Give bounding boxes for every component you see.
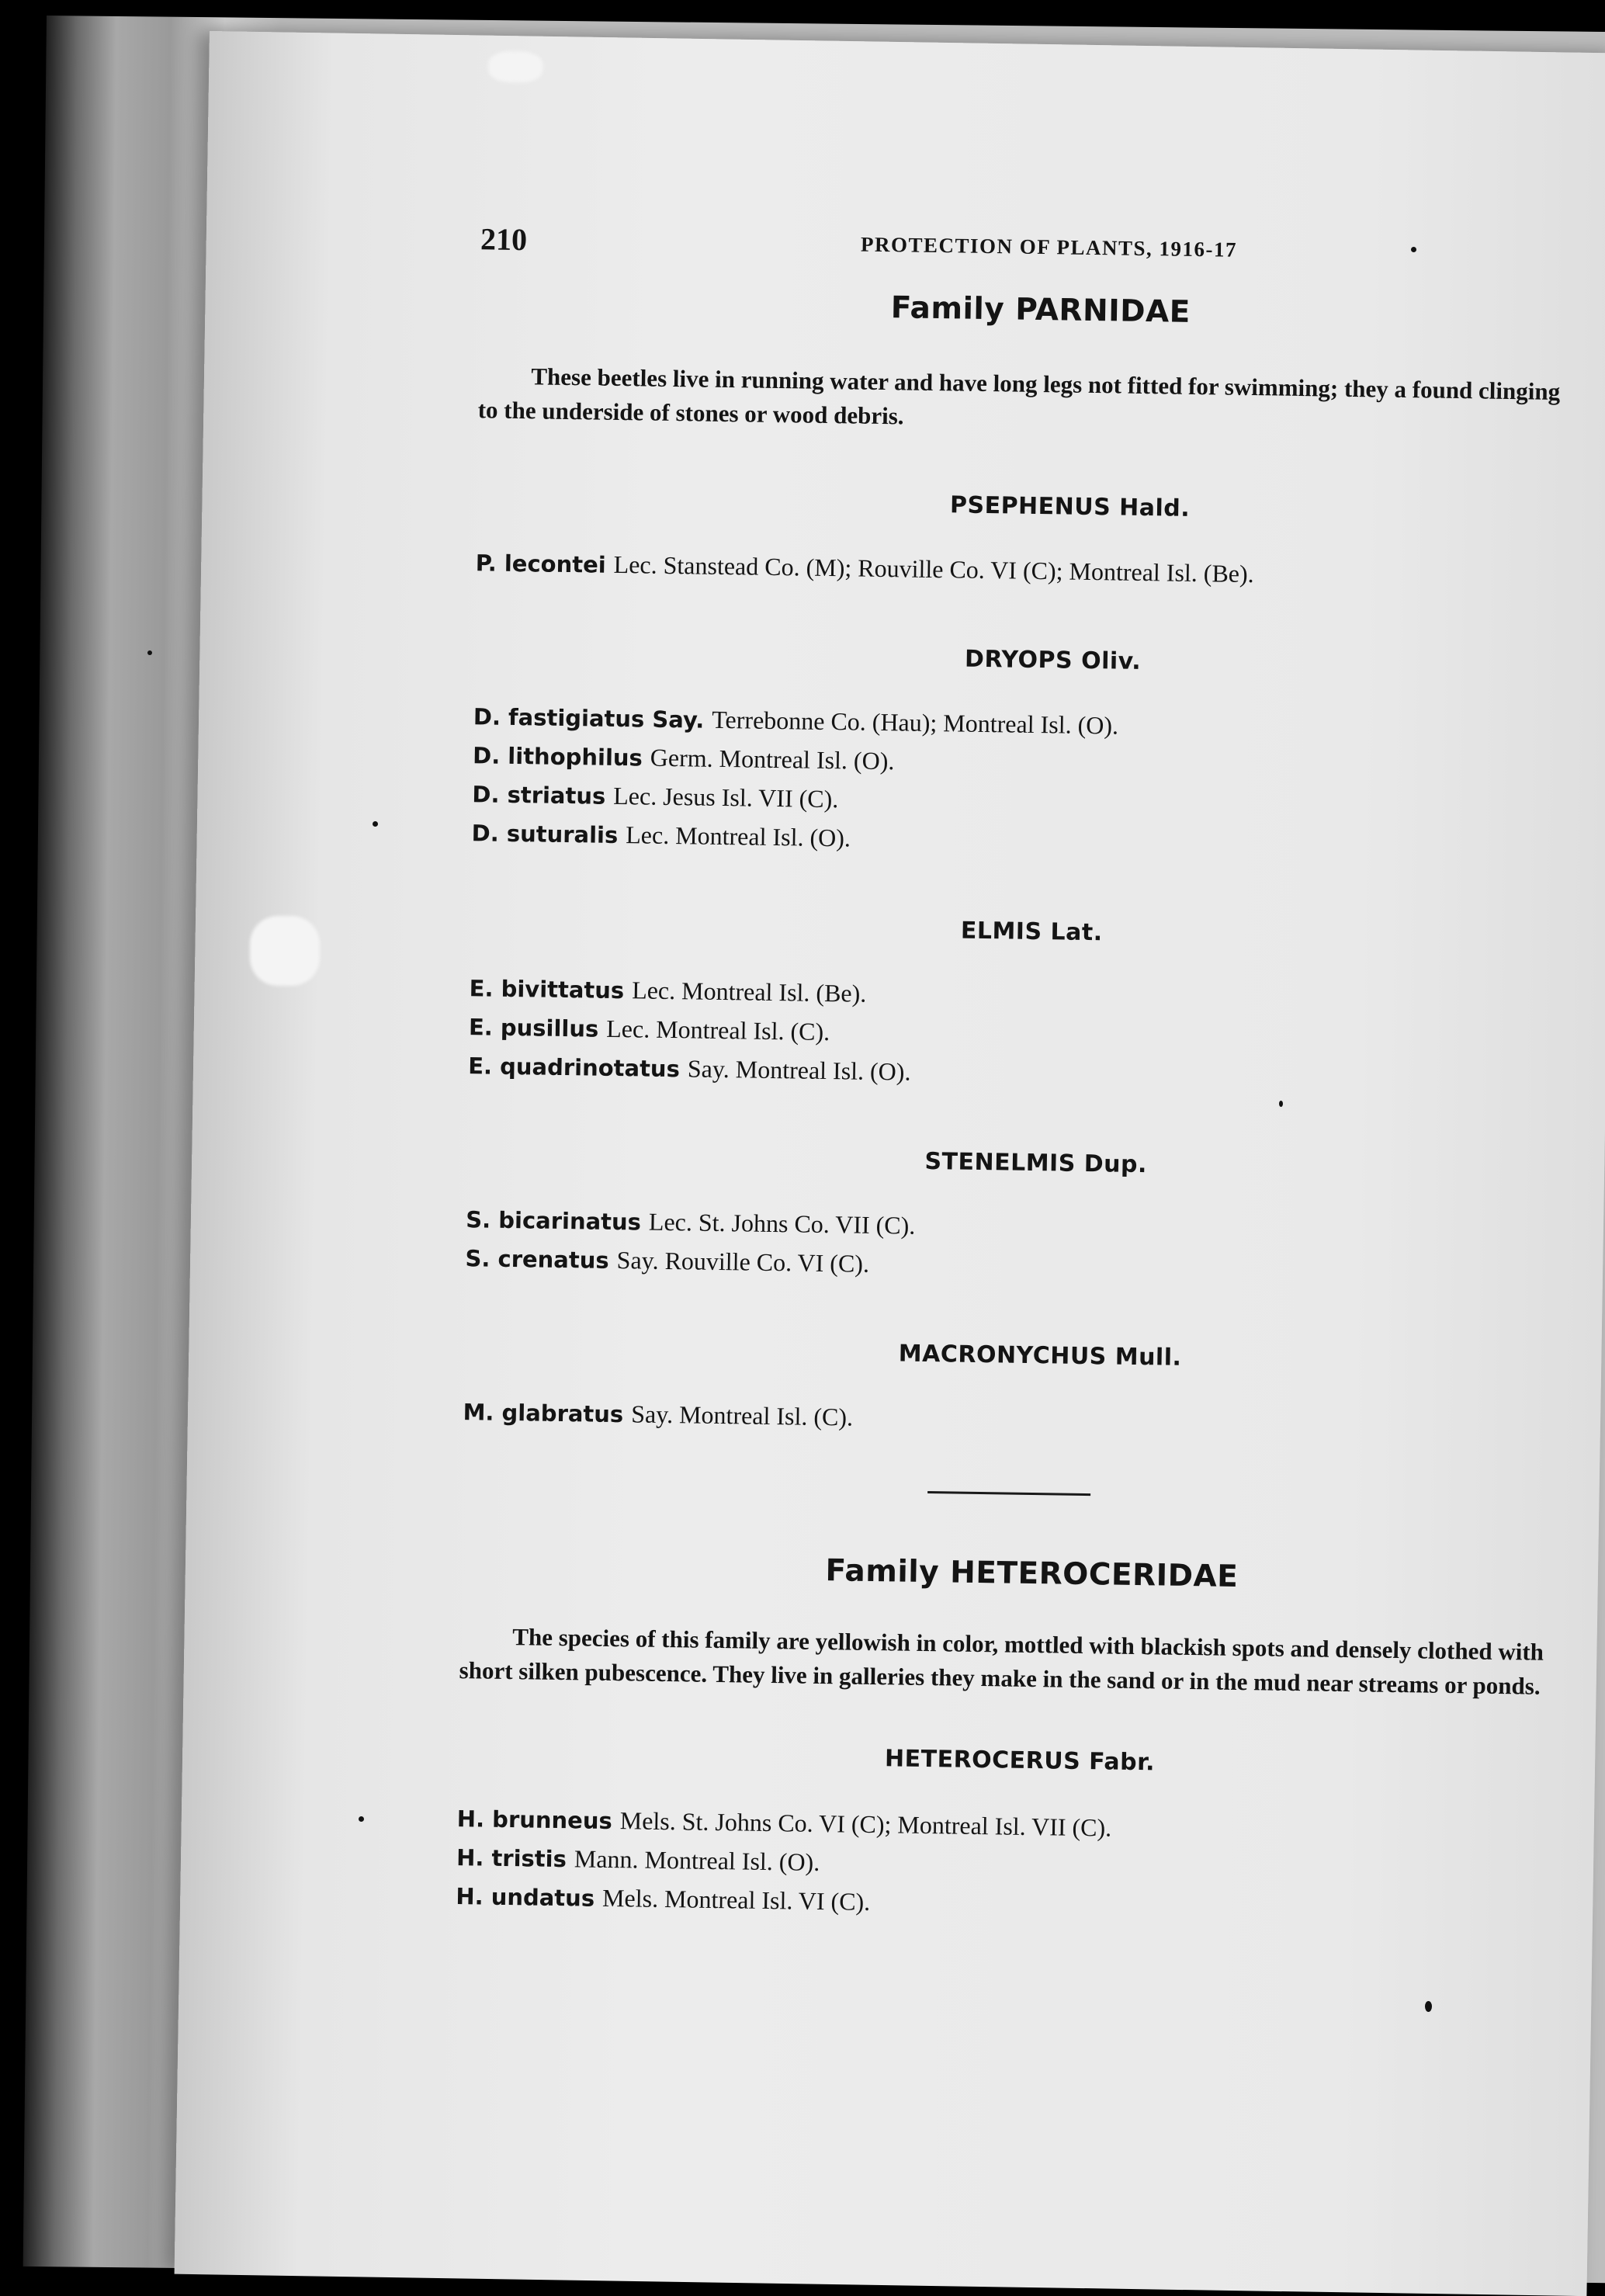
genus-heading-macronychus: MACRONYCHUS Mull. [898, 1340, 1182, 1372]
running-head: PROTECTION OF PLANTS, 1916-17 [860, 232, 1238, 262]
genus-heading-dryops: DRYOPS Oliv. [964, 645, 1142, 675]
species-records: Say. Montreal Isl. (C). [630, 1399, 854, 1431]
species-entry [463, 1397, 853, 1431]
species-name: H. tristis [456, 1844, 567, 1873]
species-records: Say. Rouville Co. VI (C). [616, 1246, 870, 1278]
species-entry [473, 740, 895, 775]
species-name: P. lecontei [475, 550, 606, 578]
species-records: Lec. St. Johns Co. VII (C). [648, 1207, 916, 1240]
species-entry [457, 1804, 1112, 1843]
family-heading-parnidae: Family PARNIDAE [890, 290, 1191, 330]
species-name: M. glabratus [463, 1399, 624, 1428]
species-records: Terrebonne Co. (Hau); Montreal Isl. (O). [712, 705, 1119, 740]
species-name: D. fastigiatus Say. [473, 703, 705, 734]
genus-heading-heterocerus: HETEROCERUS Fabr. [884, 1745, 1156, 1777]
scan-speck [359, 1816, 364, 1822]
family-heading-heteroceridae: Family HETEROCERIDAE [825, 1553, 1239, 1594]
species-entry [465, 1243, 869, 1278]
species-records: Lec. Montreal Isl. (O). [626, 820, 851, 852]
genus-heading-psephenus: PSEPHENUS Hald. [949, 491, 1191, 522]
species-name: E. quadrinotatus [467, 1053, 681, 1083]
species-entry [456, 1843, 820, 1877]
scan-speck [147, 650, 152, 655]
species-entry [466, 1205, 916, 1240]
species-entry [471, 818, 851, 852]
species-records: Lec. Montreal Isl. (C). [606, 1014, 830, 1046]
species-name: S. crenatus [465, 1245, 609, 1274]
species-records: Say. Montreal Isl. (O). [687, 1054, 911, 1086]
species-records: Lec. Stanstead Co. (M); Rouville Co. VI (C); Montreal Isl. (Be). [613, 550, 1254, 588]
species-name: D. lithophilus [472, 742, 643, 772]
species-name: D. suturalis [471, 820, 619, 849]
species-name: D. striatus [472, 781, 606, 810]
species-records: Germ. Montreal Isl. (O). [650, 743, 895, 775]
family-description-parnidae: These beetles live in running water and have long legs not fitted for swimming; they a found clinging to the underside of stones or wood debris. [477, 362, 1561, 430]
species-entry [473, 702, 1119, 740]
species-entry [472, 779, 838, 813]
species-name: H. brunneus [456, 1805, 613, 1835]
species-entry [468, 1051, 911, 1086]
species-records: Mels. Montreal Isl. VI (C). [601, 1883, 871, 1916]
page-content [228, 186, 1575, 2069]
species-name: S. bicarinatus [466, 1206, 642, 1236]
scan-speck [1425, 2001, 1432, 2012]
species-entry [469, 973, 866, 1008]
species-records: Lec. Jesus Isl. VII (C). [613, 781, 839, 813]
scan-speck [1279, 1101, 1283, 1107]
genus-heading-elmis: ELMIS Lat. [960, 917, 1103, 947]
paper-tear-mark [488, 51, 543, 83]
family-description-heteroceridae: The species of this family are yellowish in color, mottled with blackish spots and densely clothed with short silken pubescence. They live in galleries they make in the sand or in the mud near streams or ponds. [459, 1623, 1544, 1700]
species-name: E. pusillus [468, 1014, 599, 1042]
page-header [480, 220, 1568, 276]
genus-heading-stenelmis: STENELMIS Dup. [924, 1147, 1148, 1179]
scan-speck [373, 821, 378, 827]
species-records: Mann. Montreal Isl. (O). [574, 1844, 820, 1877]
species-entry [456, 1882, 870, 1916]
page-number: 210 [480, 221, 528, 258]
species-entry [476, 548, 1254, 588]
species-records: Mels. St. Johns Co. VI (C); Montreal Isl. VII (C). [619, 1806, 1112, 1842]
section-divider [927, 1491, 1090, 1496]
species-name: E. bivittatus [469, 975, 625, 1004]
scan-speck [1411, 247, 1416, 252]
species-name: H. undatus [456, 1883, 595, 1912]
species-entry [469, 1012, 830, 1046]
species-records: Lec. Montreal Isl. (Be). [631, 976, 867, 1008]
